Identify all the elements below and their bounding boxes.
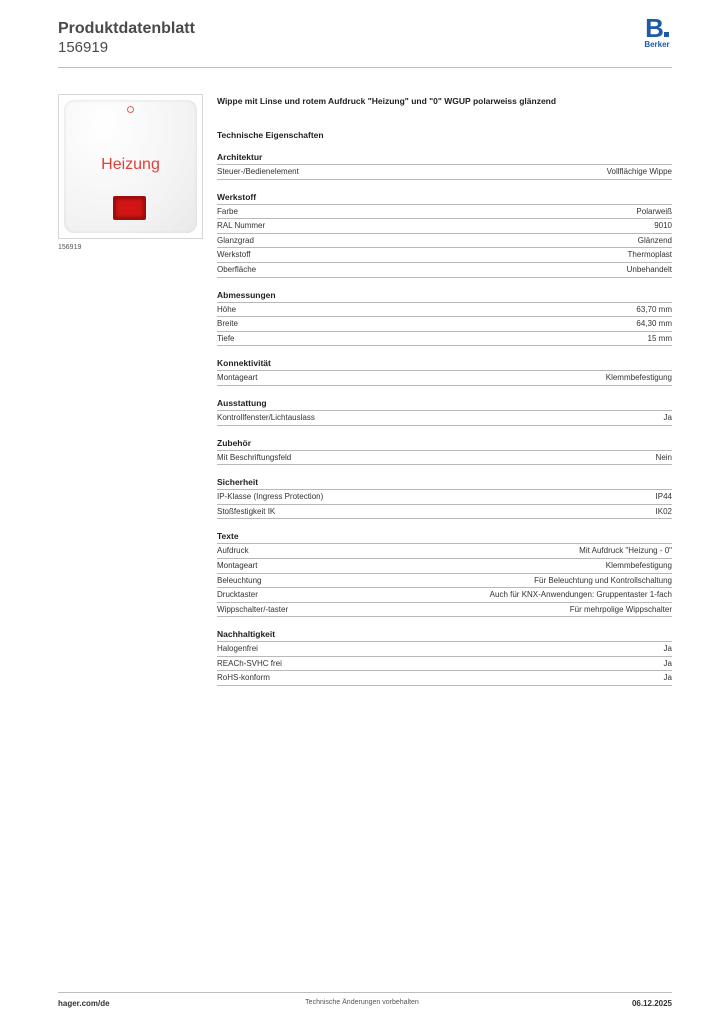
spec-value: Glänzend [637,235,672,245]
spec-row [217,303,672,318]
section-title: Zubehör [217,438,672,451]
spec-section [217,152,672,180]
spec-row [217,248,672,263]
section-title: Ausstattung [217,398,672,411]
footer-date: 06.12.2025 [631,999,672,1008]
spec-row [217,544,672,559]
logo-mark: B [640,16,674,40]
spec-row [217,588,672,603]
spec-label: IP-Klasse (Ingress Protection) [217,492,324,502]
spec-section [217,477,672,519]
spec-label: Montageart [217,373,258,383]
spec-row [217,642,672,657]
main-content [217,96,672,698]
spec-value: Klemmbefestigung [605,373,672,383]
red-lens [113,196,146,220]
spec-label: RoHS-konform [217,673,270,683]
spec-row [217,671,672,686]
spec-row [217,559,672,574]
spec-row [217,219,672,234]
berker-logo [640,13,674,49]
spec-row [217,317,672,332]
spec-row [217,205,672,220]
spec-row [217,371,672,386]
spec-label: Kontrollfenster/Lichtauslass [217,412,315,422]
spec-value: Thermoplast [627,250,672,260]
spec-section [217,629,672,686]
spec-section [217,398,672,426]
spec-label: Höhe [217,304,237,314]
spec-sections [217,152,672,686]
spec-row [217,574,672,589]
page-title: Produktdatenblatt [58,20,195,37]
spec-row [217,451,672,466]
spec-row [217,165,672,180]
spec-value: 15 mm [647,333,672,343]
spec-label: Wippschalter/-taster [217,604,289,614]
spec-value: Ja [663,644,672,654]
spec-label: Drucktaster [217,590,258,600]
zero-marking-icon [127,106,134,113]
spec-row [217,505,672,520]
spec-label: Stoßfestigkeit IK [217,506,276,516]
spec-value: 64,30 mm [636,319,672,329]
spec-row [217,263,672,278]
spec-value: Polarweiß [636,206,672,216]
spec-label: Mit Beschriftungsfeld [217,452,292,462]
spec-value: Auch für KNX-Anwendungen: Gruppentaster 1-fach [489,590,672,600]
section-title: Nachhaltigkeit [217,629,672,642]
spec-section [217,438,672,466]
section-title: Architektur [217,152,672,165]
spec-label: Werkstoff [217,250,251,260]
technical-title: Technische Eigenschaften [217,130,324,140]
spec-row [217,657,672,672]
spec-label: Halogenfrei [217,644,258,654]
spec-value: Für Beleuchtung und Kontrollschaltung [534,575,672,585]
spec-row [217,490,672,505]
spec-label: Beleuchtung [217,575,262,585]
spec-label: RAL Nummer [217,221,266,231]
spec-value: Ja [663,673,672,683]
spec-value: IP44 [655,492,672,502]
section-title: Sicherheit [217,477,672,490]
logo-text: Berker [644,40,670,49]
spec-value: Nein [655,452,672,462]
product-image [58,94,203,239]
header-divider [58,67,672,68]
section-title: Texte [217,531,672,544]
spec-row [217,332,672,347]
spec-label: Aufdruck [217,546,249,556]
section-title: Abmessungen [217,290,672,303]
section-title: Konnektivität [217,358,672,371]
product-number: 156919 [58,39,109,56]
spec-value: 9010 [654,221,672,231]
spec-value: IK02 [655,506,672,516]
spec-section [217,358,672,386]
footer-divider [58,992,672,993]
spec-label: Breite [217,319,238,329]
spec-section [217,290,672,347]
spec-section [217,192,672,278]
spec-label: Montageart [217,560,258,570]
spec-label: Oberfläche [217,264,257,274]
spec-label: REACh-SVHC frei [217,658,282,668]
spec-label: Glanzgrad [217,235,254,245]
spec-row [217,603,672,618]
spec-label: Tiefe [217,333,235,343]
spec-section [217,531,672,617]
spec-value: Vollflächige Wippe [606,167,672,176]
spec-label: Farbe [217,206,238,216]
footer-website: hager.com/de [58,999,110,1008]
footer-disclaimer: Technische Änderungen vorbehalten [305,999,419,1006]
spec-value: Ja [663,412,672,422]
spec-value: Mit Aufdruck "Heizung - 0" [579,546,672,556]
spec-value: Klemmbefestigung [605,560,672,570]
spec-value: Unbehandelt [626,264,672,274]
spec-row [217,411,672,426]
plate-label: Heizung [101,156,160,173]
product-description: Wippe mit Linse und rotem Aufdruck "Heizung" und "0" WGUP polarweiss glänzend [217,96,557,106]
spec-value: Ja [663,658,672,668]
image-caption: 156919 [58,244,82,251]
spec-row [217,234,672,249]
section-title: Werkstoff [217,192,672,205]
spec-value: Für mehrpolige Wippschalter [569,604,672,614]
spec-label: Steuer-/Bedienelement [217,167,299,176]
spec-value: 63,70 mm [636,304,672,314]
rocker-plate [64,100,197,233]
